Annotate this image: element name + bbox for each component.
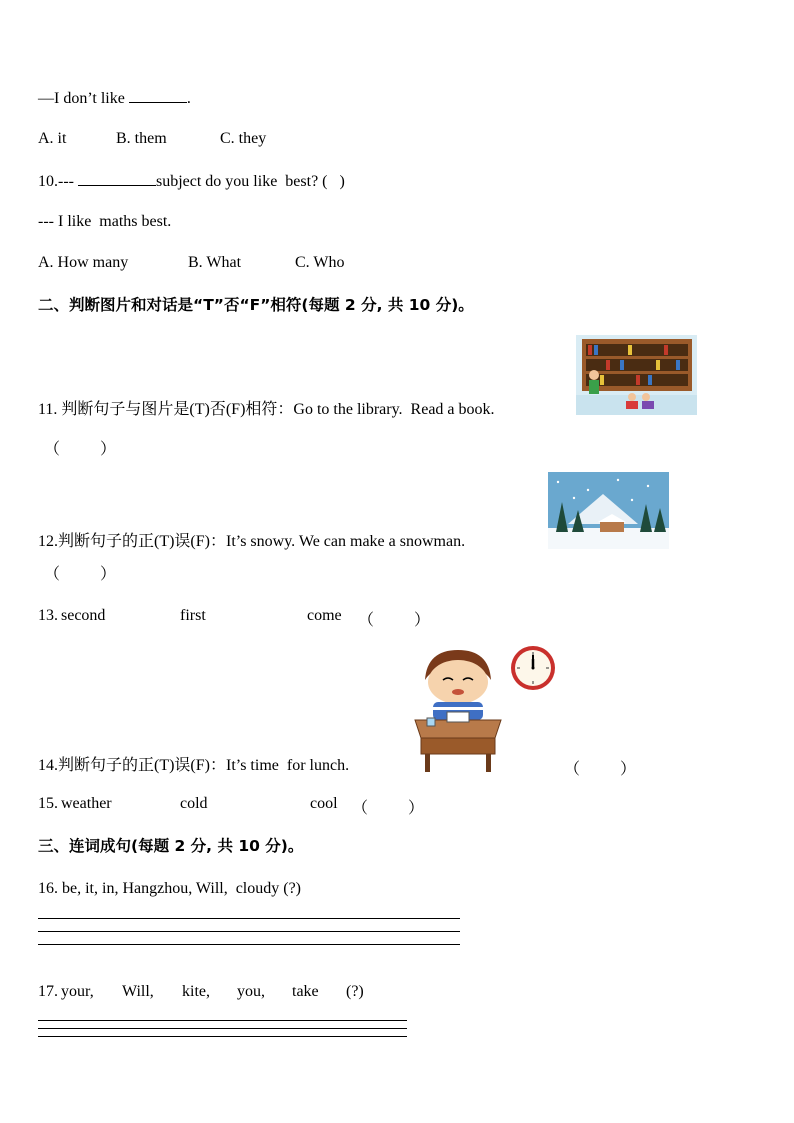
q15-word-3: cool bbox=[310, 795, 338, 812]
q15-number: 15. bbox=[38, 795, 58, 812]
q17-answer-lines[interactable] bbox=[38, 1020, 407, 1044]
q17-word-4: you, bbox=[237, 983, 265, 1000]
q13-number: 13. bbox=[38, 607, 58, 624]
q17-word-6: (?) bbox=[346, 983, 364, 1000]
q11-answer-bracket[interactable]: （ ） bbox=[44, 441, 117, 458]
q17-word-5: take bbox=[292, 983, 319, 1000]
q12-answer-bracket[interactable]: （ ） bbox=[44, 566, 117, 583]
section2-heading: 二、判断图片和对话是“T”否“F”相符(每题 2 分, 共 10 分)。 bbox=[38, 296, 474, 314]
q9-option-a[interactable]: A. it bbox=[38, 130, 67, 147]
writing-line[interactable] bbox=[38, 1028, 407, 1029]
q12-question: 12.判断句子的正(T)误(F)：It’s snowy. We can make a snowman. bbox=[38, 533, 466, 550]
q17-word-2: Will, bbox=[122, 983, 154, 1000]
clock-icon bbox=[509, 644, 557, 692]
q10-option-c[interactable]: C. Who bbox=[295, 254, 345, 271]
q15-word-1: weather bbox=[61, 795, 112, 812]
q17-word-1: your, bbox=[61, 983, 94, 1000]
q9-blank[interactable] bbox=[129, 88, 187, 103]
q13-word-3: come bbox=[307, 607, 342, 624]
q15-word-2: cold bbox=[180, 795, 208, 812]
q15-answer-bracket[interactable]: （ ） bbox=[352, 800, 425, 817]
q10-reply: --- I like maths best. bbox=[38, 213, 172, 230]
q13-word-1: second bbox=[61, 607, 106, 624]
q9-option-b[interactable]: B. them bbox=[116, 130, 167, 147]
snowy-village-picture bbox=[548, 472, 669, 549]
q16-answer-lines[interactable] bbox=[38, 918, 460, 957]
q10-question: 10.--- subject do you like best? ( ) bbox=[38, 173, 345, 190]
q13-answer-bracket[interactable]: （ ） bbox=[358, 612, 431, 629]
writing-line[interactable] bbox=[38, 944, 460, 945]
section3-heading: 三、连词成句(每题 2 分, 共 10 分)。 bbox=[38, 837, 304, 855]
q9-reply: —I don’t like . bbox=[38, 90, 191, 107]
q10-option-b[interactable]: B. What bbox=[188, 254, 242, 271]
writing-line[interactable] bbox=[38, 931, 460, 932]
q11-question: 11. 判断句子与图片是(T)否(F)相符：Go to the library. Read a book. bbox=[38, 401, 495, 418]
q10-blank[interactable] bbox=[78, 171, 156, 186]
q17-number: 17. bbox=[38, 983, 58, 1000]
q9-option-c[interactable]: C. they bbox=[220, 130, 267, 147]
q13-word-2: first bbox=[180, 607, 206, 624]
writing-line[interactable] bbox=[38, 1036, 407, 1037]
writing-line[interactable] bbox=[38, 918, 460, 919]
library-picture bbox=[576, 335, 697, 415]
writing-line[interactable] bbox=[38, 1020, 407, 1021]
q17-word-3: kite, bbox=[182, 983, 210, 1000]
q10-option-a[interactable]: A. How many bbox=[38, 254, 129, 271]
q16-question: 16. be, it, in, Hangzhou, Will, cloudy (?) bbox=[38, 880, 302, 897]
q14-question: 14.判断句子的正(T)误(F)：It’s time for lunch. bbox=[38, 757, 350, 774]
q14-answer-bracket[interactable]: （ ） bbox=[564, 761, 637, 778]
boy-eating-lunch-picture bbox=[413, 646, 503, 774]
